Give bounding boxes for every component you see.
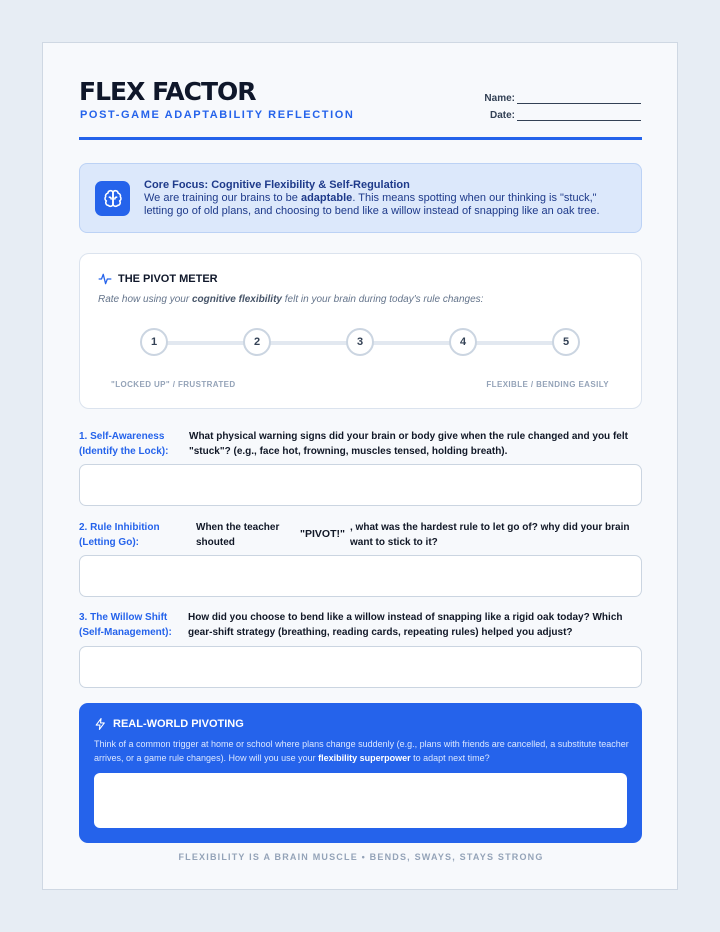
page-subtitle: POST-GAME ADAPTABILITY REFLECTION <box>80 109 355 121</box>
question-3-label <box>79 610 172 640</box>
prompt-emphasis: cognitive flexibility <box>191 294 282 305</box>
question-1-label <box>79 429 168 459</box>
pivot-meter-prompt <box>98 294 483 305</box>
question-3-answer-box[interactable] <box>79 646 642 688</box>
brain-icon <box>95 181 130 216</box>
question-2-label <box>79 520 160 550</box>
real-world-pivoting-card <box>79 703 642 843</box>
real-world-title-text: REAL-WORLD PIVOTING <box>113 718 244 730</box>
scale-low-label: "LOCKED UP" / FRUSTRATED <box>111 380 236 389</box>
question-2-label-line2: (Letting Go): <box>79 537 139 548</box>
name-field[interactable] <box>484 93 641 104</box>
prompt-text-end: felt in your brain during today's rule changes: <box>281 294 484 305</box>
lightning-icon <box>94 717 107 731</box>
page-footer: FLEXIBILITY IS A BRAIN MUSCLE • BENDS, SWAYS, STAYS STRONG <box>178 852 544 862</box>
question-1-answer-box[interactable] <box>79 464 642 506</box>
core-focus-callout <box>79 163 642 233</box>
pivot-meter-card <box>79 253 642 409</box>
question-2-label-line1: 2. Rule Inhibition <box>79 522 160 533</box>
date-label: Date: <box>489 110 515 121</box>
prompt-text: Rate how using your <box>98 294 192 305</box>
question-3-label-line1: 3. The Willow Shift <box>79 612 168 623</box>
question-3-label-line2: (Self-Management): <box>79 627 172 638</box>
pivot-meter-title-text: THE PIVOT METER <box>118 273 218 285</box>
real-world-text-end: to adapt next time? <box>410 753 490 763</box>
real-world-title <box>94 717 244 731</box>
core-focus-heading: Core Focus: Cognitive Flexibility & Self-Regulation <box>144 179 410 191</box>
question-2-pivot-word: "PIVOT!" <box>300 528 345 540</box>
worksheet-page <box>42 42 678 890</box>
pulse-icon <box>98 272 112 286</box>
header-divider <box>79 137 642 140</box>
question-3-text: How did you choose to bend like a willow instead of snapping like a rigid oak today? Which gear-shift strategy (breathing, reading cards, repeating rules) helped you adjust? <box>188 612 623 638</box>
rating-option-1[interactable]: 1 <box>140 328 168 356</box>
rating-option-5[interactable]: 5 <box>552 328 580 356</box>
name-label: Name: <box>484 93 515 104</box>
question-1-text: What physical warning signs did your brain or body give when the rule changed and you felt "stuck"? (e.g., face hot, frowning, muscles tensed, holding breath). <box>189 431 628 457</box>
rating-option-4[interactable]: 4 <box>449 328 477 356</box>
pivot-meter-title <box>98 272 218 286</box>
name-line[interactable] <box>517 95 641 104</box>
core-focus-emphasis: adaptable <box>300 192 353 204</box>
question-1-label-line2: (Identify the Lock): <box>79 446 169 457</box>
core-focus-body: We are training our brains to be <box>144 192 301 204</box>
real-world-answer-box[interactable] <box>94 773 627 828</box>
question-1-label-line1: 1. Self-Awareness <box>79 431 165 442</box>
real-world-prompt <box>94 737 629 765</box>
core-focus-text <box>144 179 624 218</box>
question-2-text-c: , what was the hardest rule to let go of? why did your brain want to stick to it? <box>350 522 630 548</box>
rating-option-2[interactable]: 2 <box>243 328 271 356</box>
date-field[interactable] <box>490 110 641 121</box>
question-2-text-a: When the teacher shouted <box>196 522 280 548</box>
core-focus-body-end: . This means spotting when our thinking is "stuck," letting go of old plans, and choosing to bend like a willow instead of snapping like an oak tree. <box>144 192 600 217</box>
page-title: FLEX FACTOR <box>79 77 256 106</box>
real-world-emphasis: flexibility superpower <box>318 753 411 763</box>
real-world-text: Think of a common trigger at home or school where plans change suddenly (e.g., plans with friends are cancelled, a substitute teacher arrives, or a game rule changes). How will you use your <box>94 739 629 763</box>
date-line[interactable] <box>517 112 641 121</box>
scale-high-label: FLEXIBLE / BENDING EASILY <box>486 380 609 389</box>
question-2-answer-box[interactable] <box>79 555 642 597</box>
rating-option-3[interactable]: 3 <box>346 328 374 356</box>
